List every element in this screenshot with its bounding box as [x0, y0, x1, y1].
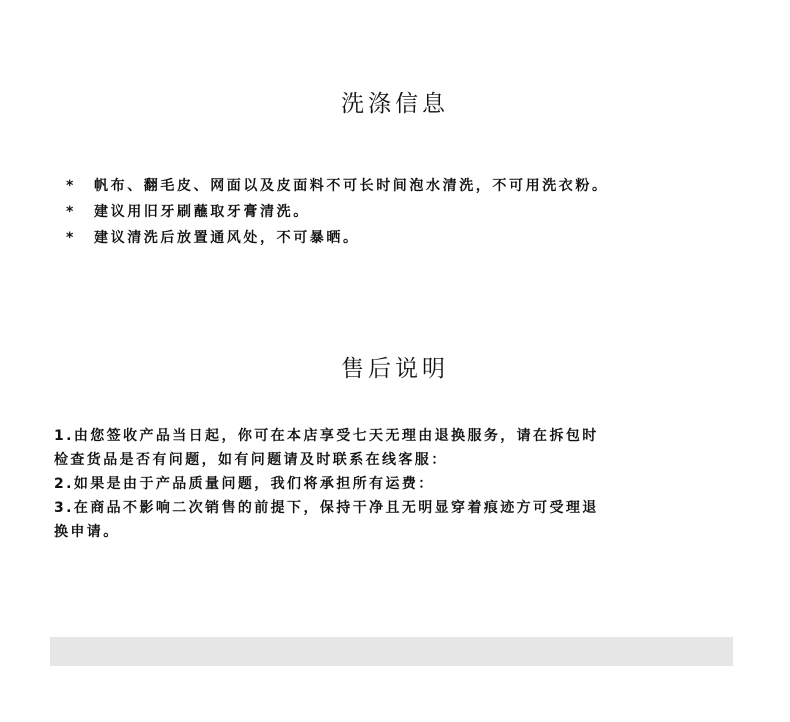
washing-info-title: 洗涤信息 [341, 91, 449, 117]
list-item [66, 225, 609, 251]
policy-line: 3.在商品不影响二次销售的前提下，保持干净且无明显穿着痕迹方可受理退 [54, 500, 599, 516]
washing-instruction-text: 帆布、翻毛皮、网面以及皮面料不可长时间泡水清洗，不可用洗衣粉。 [94, 178, 609, 194]
asterisk-bullet-icon: * [66, 178, 76, 194]
policy-line: 2.如果是由于产品质量问题，我们将承担所有运费： [54, 476, 435, 492]
asterisk-bullet-icon: * [66, 230, 76, 246]
after-sales-title: 售后说明 [341, 356, 449, 382]
asterisk-bullet-icon: * [66, 204, 76, 220]
list-item [66, 173, 609, 199]
washing-instruction-text: 建议清洗后放置通风处，不可暴晒。 [94, 230, 360, 246]
washing-instruction-text: 建议用旧牙刷蘸取牙膏清洗。 [94, 204, 310, 220]
policy-line: 检查货品是否有问题，如有问题请及时联系在线客服： [54, 452, 448, 468]
list-item [66, 199, 609, 225]
policy-line: 1.由您签收产品当日起，你可在本店享受七天无理由退换服务，请在拆包时 [54, 428, 599, 444]
after-sales-policy [54, 424, 734, 544]
footer-divider-bar [50, 637, 733, 666]
policy-line: 换申请。 [54, 524, 120, 540]
washing-instructions-list [66, 173, 609, 251]
